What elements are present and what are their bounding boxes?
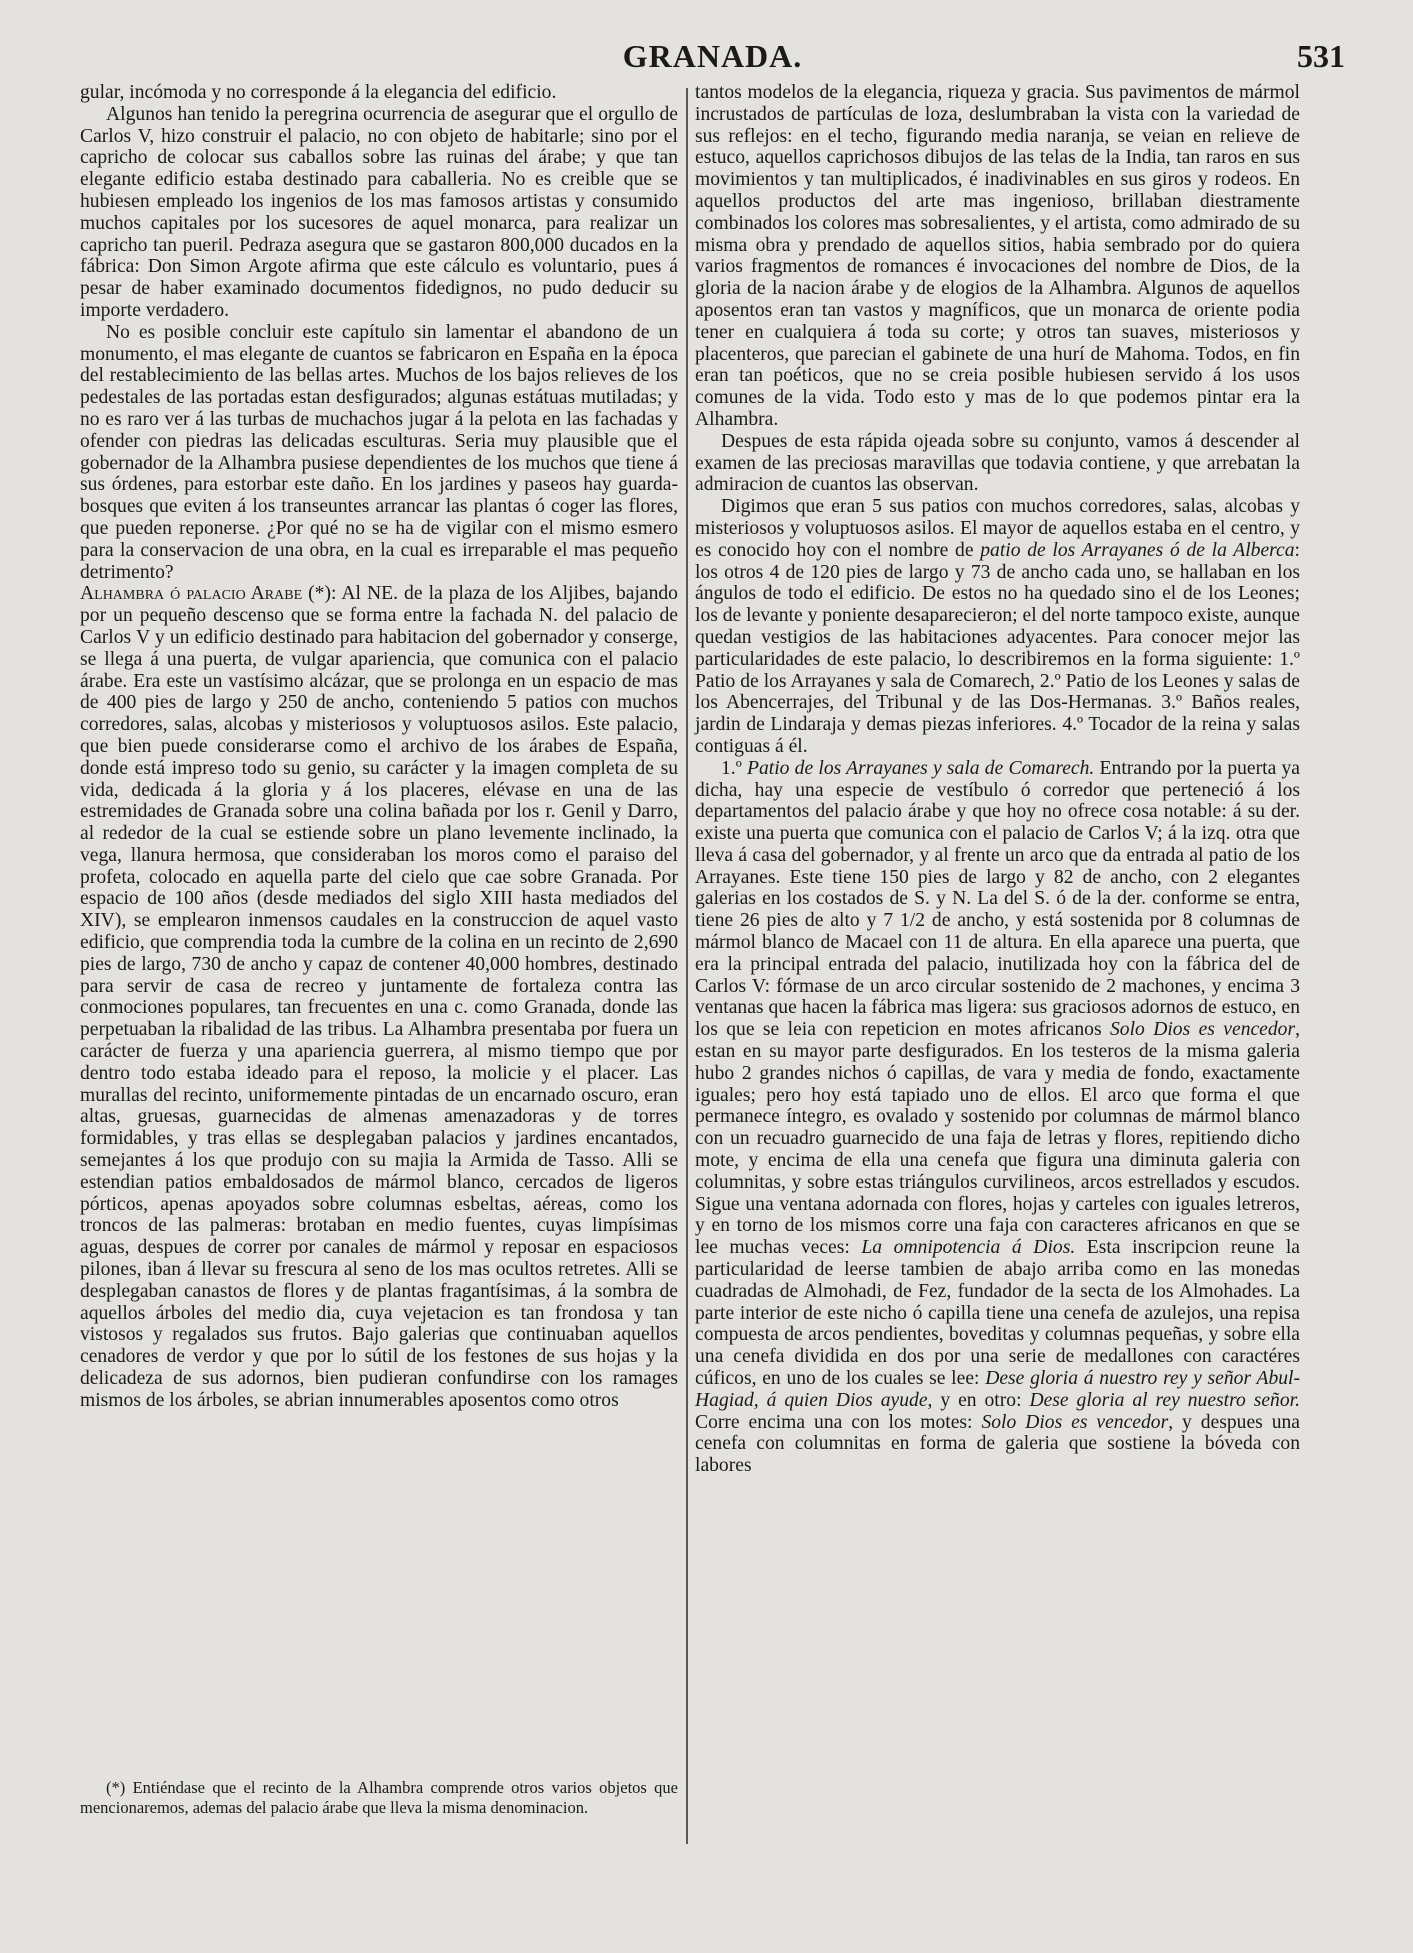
column-divider <box>686 88 688 1844</box>
paragraph-text: Al NE. de la plaza de los Aljibes, bajando por un pequeño descenso que se forma entre la fachada N. del palacio de Carlos V y un edificio destinado para habitacion del gobernador y conserge, se llega á una puerta, de vulgar apariencia, que comunica con el palacio árabe. Era este un vastísimo alcázar, que se prolonga en un espacio de mas de 400 pies de largo y 250 de ancho, conteniendo 5 patios con muchos corredores, salas, alcobas y misteriosos y voluptuosos asilos. Este palacio, que bien puede considerarse como el archivo de los árabes de España, donde está impreso todo su genio, su carácter y la imagen completa de su vida, dedicada á la gloria y á los placeres, elévase en una de las estremidades de Granada sobre una colina bañada por los r. Genil y Darro, al rededor de la cual se estiende sobre un plano levemente inclinado, la vega, llanura hermosa, que consideraban los moros como el paraiso del profeta, colocado en aquella parte del cielo que cae sobre Granada. Por espacio de 100 años (desde mediados del siglo XIII hasta mediados del XIV), se emplearon inmensos caudales en la construccion de aquel vasto edificio, que comprendia toda la cumbre de la colina en un recinto de 2,690 pies de largo, 730 de ancho y capaz de contener 40,000 hombres, destinado para servir de casa de recreo y juntamente de fortaleza contra las conmociones populares, tan frecuentes en una c. como Granada, donde las perpetuaban la ribalidad de las tribus. La Alhambra presentaba por fuera un carácter de fuerza y una apariencia guerrera, al mismo tiempo que por dentro todo estaba ideado para el reposo, la molicie y el placer. Las murallas del recinto, uniformemente pintadas de un encarnado oscuro, eran altas, gruesas, guarnecidas de almenas amenazadoras y de torres formidables, y tras ellas se desplegaban palacios y jardines encantados, semejantes á los que produjo con su majia la Armida de Tasso. Alli se estendian patios embaldosados de mármol blanco, cercados de ligeros pórticos, apenas apoyados sobre columnas esbeltas, aéreas, como los troncos de las palmeras: brotaban en medio fuentes, cuyas limpísimas aguas, despues de correr por canales de mármol y reposar en espaciosos pilones, iban á llevar su frescura al seno de los mas ocultos retretes. Alli se desplegaban canastos de flores y de plantas fragantísimas, á la sombra de aquellos árboles del medio dia, cuya vejetacion es tan frondosa y tan vistosos y regalados sus frutos. Bajo galerias que continuaban aquellos cenadores de verdor y que por lo sútil de los festones de sus hojas y la delicadeza de sus adornos, bien pudieran confundirse con los ramages mismos de los árboles, se abrian innumerables aposentos como otros <box>80 583 678 1411</box>
footnote <box>80 1778 678 1818</box>
left-paragraph-3: No es posible concluir este capítulo sin lamentar el abandono de un monumento, el mas elegante de cuantos se fabricaron en España en la época del restablecimiento de las bellas artes. Muchos de los bajos relieves de los pedestales de las portadas estan desfigurados; algunas estátuas mutiladas; y no es raro ver á las turbas de muchachos jugar á la pelota en las fachadas y ofender con piedras las delicadas esculturas. Seria muy plausible que el gobernador de la Alhambra pusiese dependientes de los muchos que tiene á sus órdenes, para estorbar este daño. En los jardines y paseos hay guarda-bosques que eviten á los transeuntes arrancar las plantas ó coger las flores, que pueden reponerse. ¿Por qué no se ha de vigilar con el mismo esmero para la conservacion de una obra, en la cual es irreparable el mas pequeño detrimento? <box>80 321 678 583</box>
running-title: GRANADA. <box>622 38 803 74</box>
footnote-text: (*) Entiéndase que el recinto de la Alhambra comprende otros varios objetos que mencionaremos, ademas del palacio árabe que lleva la misma denominacion. <box>80 1778 678 1817</box>
left-paragraph-1: gular, incómoda y no corresponde á la elegancia del edificio. <box>80 82 557 103</box>
left-paragraph-2: Algunos han tenido la peregrina ocurrencia de asegurar que el orgullo de Carlos V, hizo construir el palacio, no con objeto de habitarle; sino por el capricho de colocar sus caballos sobre las ruinas del árabe; y que tan elegante edificio estaba destinado para caballeria. No es creible que se hubiesen empleado los ingenios de los mas famosos artistas y consumido muchos capitales por los sucesores de aquel monarca, para realizar un capricho tan pueril. Pedraza asegura que se gastaron 800,000 ducados en la fábrica: Don Simon Argote afirma que este cálculo es voluntario, pues á pesar de haber examinado documentos fidedignos, no pudo deducir su importe verdadero. <box>80 103 678 321</box>
right-paragraph-3: Digimos que eran 5 sus patios con muchos corredores, salas, alcobas y misteriosos y voluptuosos asilos. El mayor de aquellos estaba en el centro, y es conocido hoy con el nombre de patio de los Arrayanes ó de la Alberca: los otros 4 de 120 pies de largo y 73 de ancho cada uno, se hallaban en los ángulos de todo el edificio. De estos no ha quedado sino el de los Leones; los de levante y poniente desaparecieron; el del norte tampoco existe, aunque quedan vestigios de las habitaciones adyacentes. Para conocer mejor las particularidades de este palacio, lo describiremos en la forma siguiente: 1.º Patio de los Arrayanes y sala de Comarech, 2.º Patio de los Leones y salas de los Abencerrajes, del Tribunal y de las Dos-Hermanas. 3.º Baños reales, jardin de Lindaraja y demas piezas inferiores. 4.º Tocador de la reina y salas contiguas á él. <box>695 496 1300 757</box>
right-paragraph-1: tantos modelos de la elegancia, riqueza y gracia. Sus pavimentos de mármol incrustados de partículas de loza, deslumbraban la vista con la variedad de sus reflejos: en el techo, figurando media naranja, se veian en relieve de estuco, aquellos caprichosos dibujos de las telas de la India, tan raros en sus movimientos y tan multiplicados, é inadivinables en sus giros y rodeos. En aquellos productos del arte mas ingenioso, brillaban diestramente combinados los colores mas sobresalientes, y el artista, como admirado de su misma obra y prendado de aquellos sitios, habia sembrado por do quiera varios fragmentos de romances é invocaciones del nombre de Dios, de la gloria de la nacion árabe y de elogios de la Alhambra. Algunos de aquellos aposentos eran tan vastos y magníficos, que un monarca de oriente podia tener en cualquiera á toda su corte; y otros tan suaves, misteriosos y placenteros, que parecian el gabinete de una hurí de Mahoma. Todos, en fin eran tan poéticos, que no se creia posible hubiesen servido á los usos comunes de la vida. Todo esto y mas de lo que podemos pintar era la Alhambra. <box>695 82 1300 430</box>
section-heading: Alhambra ó palacio Arabe (*): <box>80 583 337 605</box>
right-paragraph-2: Despues de esta rápida ojeada sobre su conjunto, vamos á descender al examen de las preciosas maravillas que todavia contiene, y que arrebatan la admiracion de cuantos las observan. <box>695 430 1300 496</box>
left-paragraph-4 <box>80 583 678 1411</box>
page-number: 531 <box>1297 38 1345 74</box>
left-column <box>80 82 678 1412</box>
right-column <box>695 82 1300 1477</box>
page-header <box>80 38 1345 88</box>
right-paragraph-4: 1.º Patio de los Arrayanes y sala de Comarech. Entrando por la puerta ya dicha, hay una especie de vestíbulo ó corredor que perteneció á los departamentos del palacio árabe y que hoy no ofrece cosa notable: á su der. existe una puerta que comunica con el palacio de Carlos V; á la izq. otra que lleva á casa del gobernador, y al frente un arco que da entrada al patio de los Arrayanes. Este tiene 150 pies de largo y 82 de ancho, con 2 elegantes galerias en los costados de S. y N. La del S. ó de la der. conforme se entra, tiene 26 pies de alto y 7 1/2 de ancho, y está sostenida por 8 columnas de mármol blanco de Macael con 11 de altura. En ella aparece una puerta, que era la principal entrada del palacio, inutilizada hoy con la fábrica del de Carlos V: fórmase de un arco circular sostenido de 2 machones, y encima 3 ventanas que hacen la fábrica mas ligera: sus graciosos adornos de estuco, en los que se leia con repeticion en motes africanos Solo Dios es vencedor, estan en su mayor parte desfigurados. En los testeros de la misma galeria hubo 2 grandes nichos ó capillas, de vara y media de fondo, exactamente iguales; pero hoy está tapiado uno de ellos. El arco que forma el que permanece íntegro, es ovalado y sostenido por columnas de mármol blanco con un recuadro guarnecido de una faja de letras y flores, repitiendo dicho mote, y encima de ella una cenefa que figura una diminuta galeria con columnitas, y sobre estas triángulos curvilineos, arcos estrellados y escudos. Sigue una ventana adornada con flores, hojas y carteles con iguales letreros, y en torno de los mismos corre una faja con caracteres africanos en que se lee muchas veces: La omnipotencia á Dios. Esta inscripcion reune la particularidad de leerse tambien de abajo arriba como en las monedas cuadradas de Almohadi, de Fez, fundador de la secta de los Almohades. La parte interior de este nicho ó capilla tiene una cenefa de azulejos, una repisa compuesta de arcos pendientes, boveditas y columnas pequeñas, y sobre ella una cenefa dividida en dos por una serie de medallones con caractéres cúficos, en uno de los cuales se lee: Dese gloria á nuestro rey y señor Abul-Hagiad, á quien Dios ayude, y en otro: Dese gloria al rey nuestro señor. Corre encima una con los motes: Solo Dios es vencedor, y despues una cenefa con columnitas en forma de galeria que sostiene la bóveda con labores <box>695 757 1301 1477</box>
